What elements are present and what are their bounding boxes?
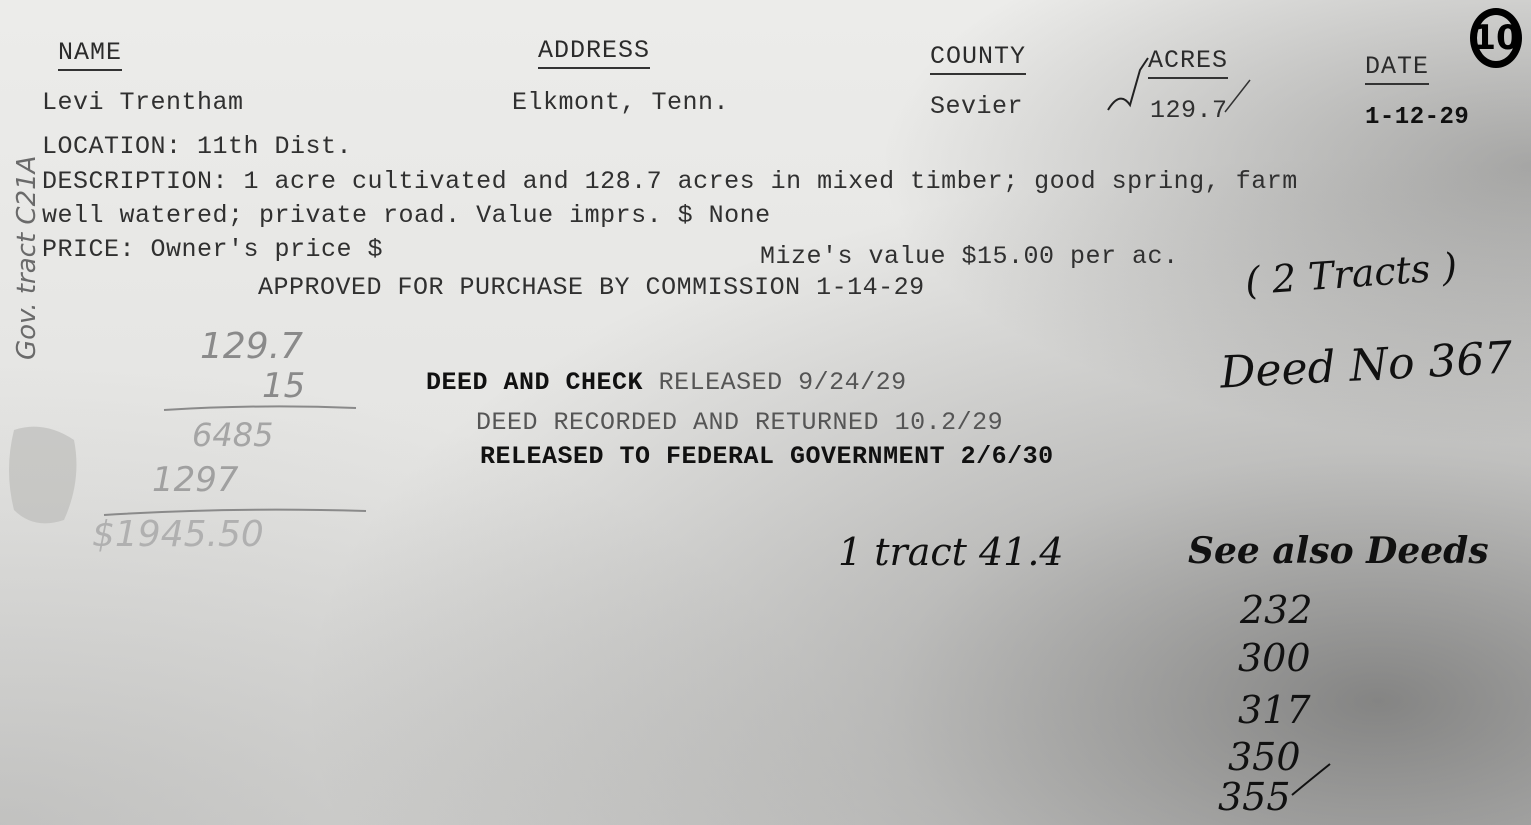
owner-address: Elkmont, Tenn. <box>512 88 730 117</box>
address-header: ADDRESS <box>538 36 650 65</box>
side-pencil-note: Gov. tract C21A <box>12 155 42 360</box>
deed-ref-300: 300 <box>1238 636 1311 680</box>
deed-check-released-stamp: DEED AND CHECK RELEASED 9/24/29 <box>426 368 907 397</box>
pencil-rule-line <box>160 400 360 414</box>
date-value: 1-12-29 <box>1365 104 1470 131</box>
name-header: NAME <box>58 38 122 67</box>
deed-recorded-stamp: DEED RECORDED AND RETURNED 10.2/29 <box>476 408 1004 437</box>
description-line-2: well watered; private road. Value imprs. $ None <box>42 201 771 230</box>
county-header: COUNTY <box>930 42 1026 71</box>
see-also-deeds-note: See also Deeds <box>1188 530 1489 572</box>
deed-ref-355: 355 <box>1218 775 1291 819</box>
deed-list-tick-icon <box>1290 760 1340 800</box>
approved-line: APPROVED FOR PURCHASE BY COMMISSION 1-14-29 <box>258 273 925 302</box>
acres-header: ACRES <box>1148 46 1228 75</box>
acres-value: 129.7 <box>1150 96 1228 125</box>
one-tract-note: 1 tract 41.4 <box>838 530 1064 574</box>
pencil-calc-partial-1: 6485 <box>192 416 274 454</box>
date-header: DATE <box>1365 52 1429 81</box>
description-line-1: DESCRIPTION: 1 acre cultivated and 128.7 acres in mixed timber; good spring, farm <box>42 167 1298 196</box>
deed-ref-232: 232 <box>1240 588 1313 632</box>
price-line: PRICE: Owner's price $ <box>42 235 384 264</box>
smudge-mark <box>4 420 84 530</box>
check-mark-icon <box>1100 50 1260 130</box>
deed-ref-350: 350 <box>1228 735 1301 779</box>
two-tracts-note: ( 2 Tracts ) <box>1243 244 1459 304</box>
county-value: Sevier <box>930 92 1024 121</box>
deed-ref-317: 317 <box>1238 688 1311 732</box>
pencil-calc-acres: 129.7 <box>200 326 304 367</box>
federal-release-stamp: RELEASED TO FEDERAL GOVERNMENT 2/6/30 <box>480 442 1054 471</box>
pencil-calc-partial-2: 1297 <box>152 460 239 500</box>
owner-name: Levi Trentham <box>42 88 244 117</box>
deed-number-note: Deed No 367 <box>1218 332 1514 399</box>
mize-value: Mize's value $15.00 per ac. <box>760 242 1179 271</box>
card-number-badge: 10 <box>1470 8 1522 68</box>
location-line: LOCATION: 11th Dist. <box>42 132 353 161</box>
pencil-calc-rate: 15 <box>262 366 306 406</box>
pencil-calc-total: $1945.50 <box>92 514 264 555</box>
